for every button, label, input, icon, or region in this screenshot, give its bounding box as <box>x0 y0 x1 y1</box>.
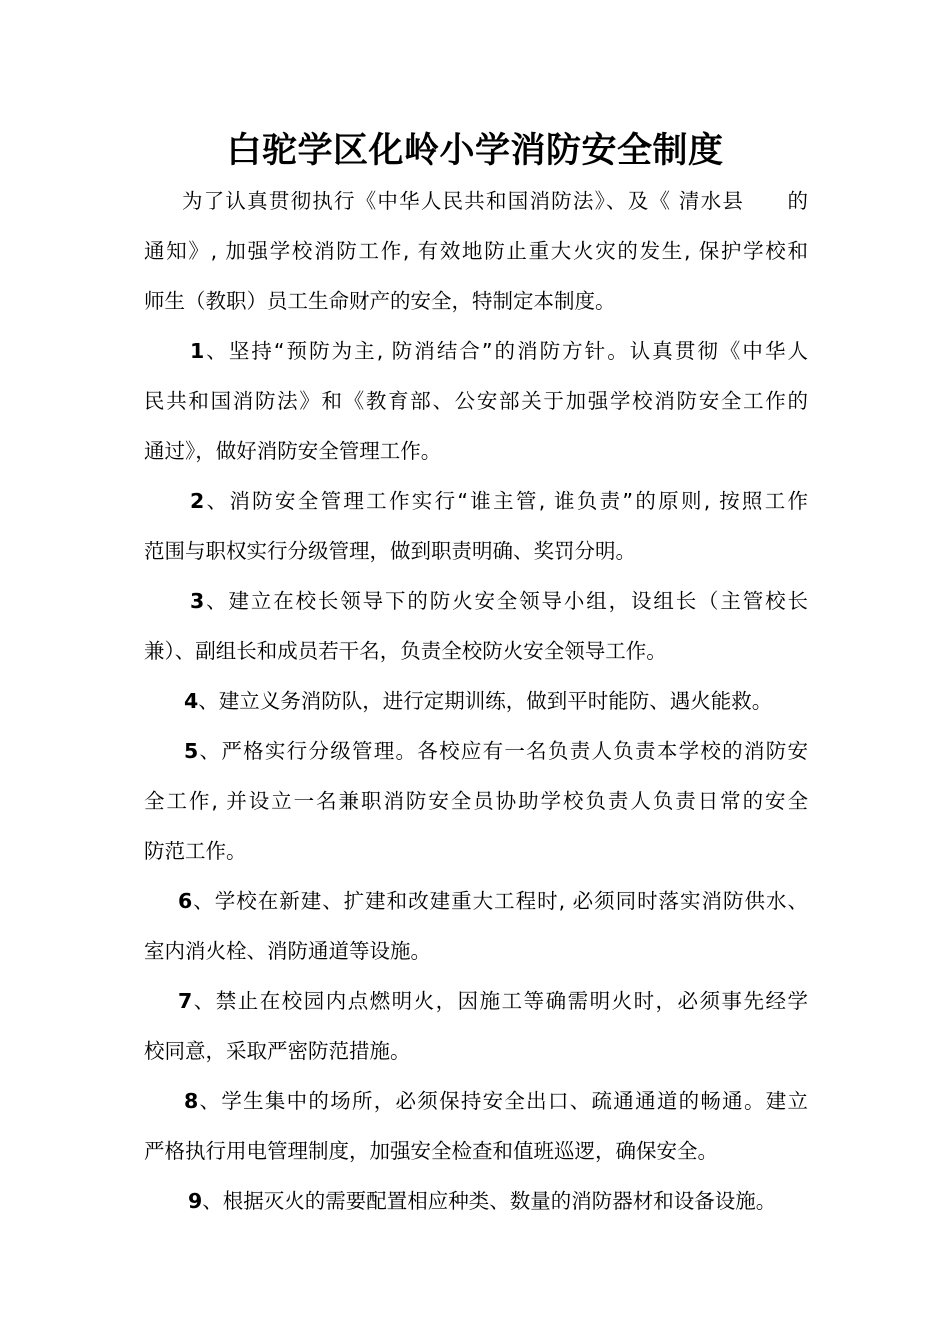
rule-item-9 <box>144 1176 808 1226</box>
item-text: 、严格实行分级管理。各校应有一名负责人负责本学校的消防安 <box>198 739 808 763</box>
item-text: 严格执行用电管理制度，加强安全检查和值班巡逻，确保安全。 <box>144 1139 718 1163</box>
rule-item-4 <box>144 676 808 726</box>
item-number: 4 <box>184 689 199 713</box>
item-number: 3 <box>190 589 205 613</box>
item-text: 民共和国消防法》和《教育部、公安部关于加强学校消防安全工作的 <box>144 389 808 413</box>
item-text: 范围与职权实行分级管理，做到职责明确、奖罚分明。 <box>144 539 636 563</box>
item-number: 6 <box>178 889 193 913</box>
intro-line: 通知》, 加强学校消防工作, 有效地防止重大火灾的发生, 保护学校和 <box>144 239 808 263</box>
intro-paragraph <box>144 176 808 326</box>
page-title: 白驼学区化岭小学消防安全制度 <box>226 131 724 171</box>
item-text: 、建立义务消防队，进行定期训练，做到平时能防、遇火能救。 <box>198 689 773 713</box>
item-number: 1 <box>190 339 205 363</box>
rule-item-8 <box>144 1076 808 1176</box>
item-number: 2 <box>190 489 205 513</box>
item-text: 通过》，做好消防安全管理工作。 <box>144 439 442 463</box>
item-text: 全工作, 并设立一名兼职消防安全员协助学校负责人负责日常的安全 <box>144 789 808 813</box>
item-text: 防范工作。 <box>144 839 247 863</box>
rule-item-3 <box>144 576 808 676</box>
item-number: 7 <box>178 989 193 1013</box>
rule-item-1 <box>144 326 808 476</box>
intro-line: 师生（教职）员工生命财产的安全，特制定本制度。 <box>144 289 616 313</box>
intro-line: 为了认真贯彻执行《中华人民共和国消防法》、及《 清水县 的 <box>182 189 808 213</box>
item-number: 5 <box>184 739 199 763</box>
item-text: 室内消火栓、消防通道等设施。 <box>144 939 431 963</box>
item-text: 、学校在新建、扩建和改建重大工程时, 必须同时落实消防供水、 <box>192 889 808 913</box>
rule-item-7 <box>144 976 808 1076</box>
item-text: 、禁止在校园内点燃明火，因施工等确需明火时，必须事先经学 <box>192 989 808 1013</box>
item-text: 、学生集中的场所，必须保持安全出口、疏通通道的畅通。建立 <box>198 1089 808 1113</box>
item-text: 、根据灭火的需要配置相应种类、数量的消防器材和设备设施。 <box>202 1189 777 1213</box>
rule-item-2 <box>144 476 808 576</box>
item-number: 8 <box>184 1089 199 1113</box>
item-text: 、消防安全管理工作实行“谁主管, 谁负责”的原则, 按照工作 <box>204 489 808 513</box>
rule-item-6 <box>144 876 808 976</box>
rule-item-5 <box>144 726 808 876</box>
item-text: 兼）、副组长和成员若干名，负责全校防火安全领导工作。 <box>144 639 667 663</box>
item-text: 、建立在校长领导下的防火安全领导小组，设组长（主管校长 <box>204 589 808 613</box>
item-number: 9 <box>188 1189 203 1213</box>
item-text: 校同意，采取严密防范措施。 <box>144 1039 411 1063</box>
item-text: 、坚持“预防为主, 防消结合”的消防方针。认真贯彻《中华人 <box>204 339 808 363</box>
